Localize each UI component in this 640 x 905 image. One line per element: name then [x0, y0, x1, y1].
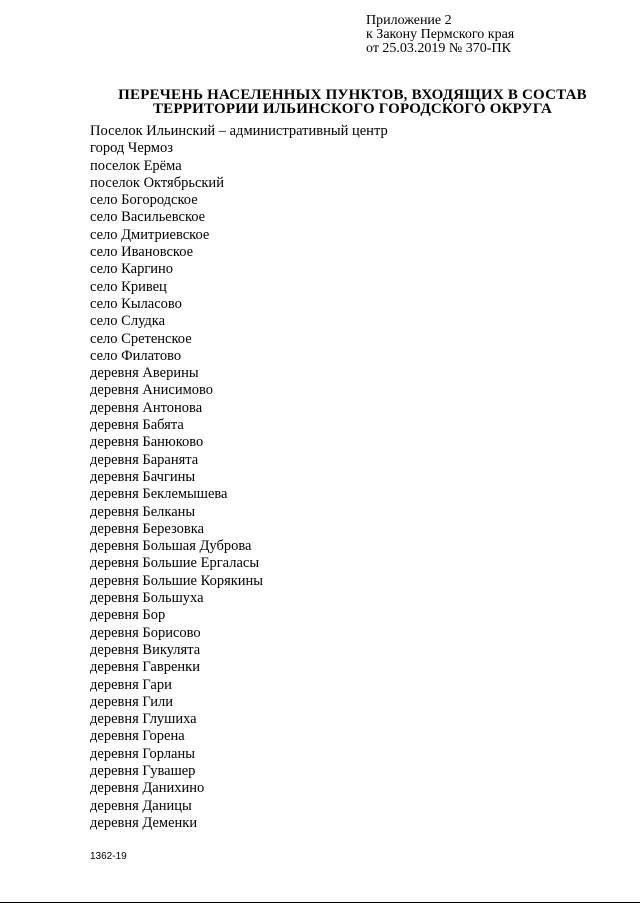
settlement-item: село Кыласово: [90, 295, 182, 312]
settlement-item: деревня Баранята: [90, 451, 199, 468]
settlement-item: деревня Банюково: [90, 434, 204, 451]
settlement-item: село Ивановское: [90, 244, 194, 261]
document-title: [60, 88, 640, 116]
settlement-list: [90, 123, 388, 832]
settlement-item: поселок Ерёма: [90, 157, 182, 174]
settlement-item: деревня Антонова: [90, 399, 203, 416]
settlement-item: деревня Глушиха: [90, 711, 197, 728]
settlement-item: деревня Гили: [90, 693, 173, 710]
title-line-2: ТЕРРИТОРИИ ИЛЬИНСКОГО ГОРОДСКОГО ОКРУГА: [152, 101, 553, 117]
settlement-item: село Слудка: [90, 313, 166, 330]
settlement-item: деревня Большуха: [90, 590, 204, 607]
settlement-item: деревня Анисимово: [90, 382, 214, 399]
settlement-item: село Васильевское: [90, 209, 206, 226]
title-line-1: ПЕРЕЧЕНЬ НАСЕЛЕННЫХ ПУНКТОВ, ВХОДЯЩИХ В СОСТАВ: [118, 87, 587, 103]
settlement-item: поселок Октябрьский: [90, 174, 224, 191]
settlement-item: деревня Белканы: [90, 503, 196, 520]
settlement-item: деревня Бор: [90, 607, 166, 624]
settlement-item: деревня Гари: [90, 676, 172, 693]
settlement-item: деревня Гувашер: [90, 762, 196, 779]
settlement-item: село Сретенское: [90, 330, 192, 347]
settlement-item: село Богородское: [90, 192, 198, 209]
settlement-item: Поселок Ильинский – административный центр: [90, 123, 388, 139]
appendix-line-2: к Закону Пермского края: [366, 27, 515, 42]
settlement-item: деревня Большие Ергаласы: [90, 555, 260, 572]
settlement-item: деревня Даницы: [90, 797, 192, 814]
settlement-item: деревня Бабята: [90, 417, 184, 434]
bottom-divider: [0, 902, 640, 903]
settlement-item: деревня Горена: [90, 728, 185, 745]
settlement-item: деревня Бачгины: [90, 468, 196, 485]
settlement-item: деревня Березовка: [90, 520, 205, 537]
settlement-item: село Дмитриевское: [90, 226, 210, 243]
settlement-item: город Чермоз: [90, 140, 173, 157]
settlement-item: деревня Большая Дуброва: [90, 538, 252, 555]
settlement-item: деревня Большие Корякины: [90, 572, 264, 589]
appendix-line-1: Приложение 2: [366, 13, 452, 28]
document-number: 1362-19: [90, 851, 127, 862]
settlement-item: деревня Борисово: [90, 624, 201, 641]
settlement-item: деревня Данихино: [90, 780, 205, 797]
settlement-item: деревня Гавренки: [90, 659, 200, 676]
settlement-item: деревня Беклемышева: [90, 486, 228, 503]
settlement-item: село Филатово: [90, 347, 182, 364]
settlement-item: село Кривец: [90, 278, 167, 295]
settlement-item: село Каргино: [90, 261, 174, 278]
settlement-item: деревня Горланы: [90, 745, 195, 762]
settlement-item: деревня Деменки: [90, 814, 198, 831]
appendix-header: [366, 14, 514, 56]
settlement-item: деревня Викулята: [90, 641, 201, 658]
appendix-line-3: от 25.03.2019 № 370-ПК: [366, 41, 511, 56]
settlement-item: деревня Аверины: [90, 365, 199, 382]
